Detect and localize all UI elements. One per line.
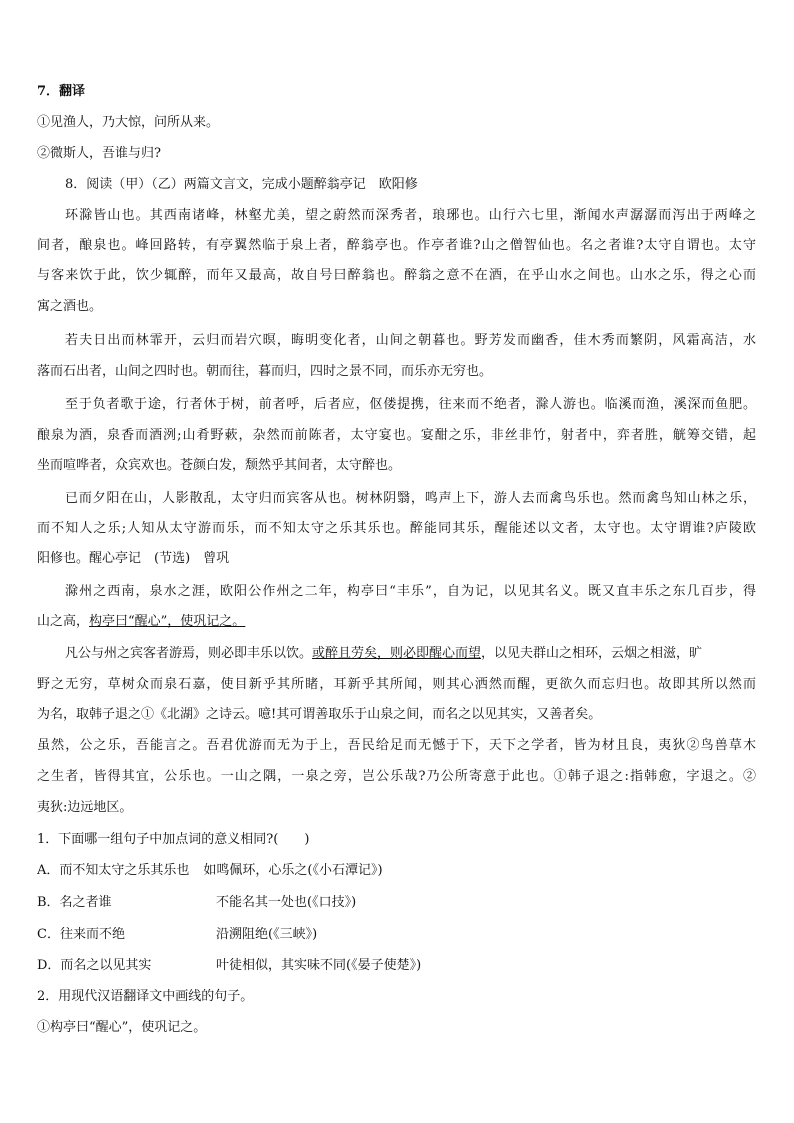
option-b-right: 不能名其一处也(《口技》)	[216, 895, 357, 910]
underlined-sentence-2: 或醉且劳矣，则必即醒心而望	[312, 646, 482, 661]
passage-jia-line: 落而石出者，山间之四时也。朝而往，暮而归，四时之景不同，而乐亦无穷也。	[37, 364, 493, 379]
passage-yi-line: 虽然，公之乐，吾能言之。吾君优游而无为于上，吾民给足而无憾于下，天下之学者，皆为材且良，夷狄②鸟兽草木	[37, 738, 756, 753]
passage-jia-line: 至于负者歌于途，行者休于树，前者呼，后者应，伛偻提携，往来而不绝者，滁人游也。临溪而渔，溪深而鱼肥。	[65, 397, 756, 412]
passage-jia-line: 酿泉为酒，泉香而酒洌;山肴野蔌，杂然而前陈者，太守宴也。宴酣之乐，非丝非竹，射者中，弈者胜，觥筹交错，起	[37, 428, 756, 443]
passage-jia-line: 寓之酒也。	[37, 299, 103, 314]
option-b-left: B．名之者谁	[37, 895, 112, 910]
q8-intro: 8．阅读（甲）（乙）两篇文言文，完成小题醉翁亭记 欧阳修	[65, 177, 418, 192]
passage-jia-line: 阳修也。醒心亭记 (节选) 曾巩	[37, 551, 230, 566]
question-1-option-b	[37, 894, 756, 912]
passage-jia-line: 已而夕阳在山，人影散乱，太守归而宾客从也。树林阴翳，鸣声上下，游人去而禽鸟乐也。然而禽鸟知山林之乐，	[65, 491, 756, 506]
q7-item-2: ②微斯人，吾谁与归?	[37, 146, 161, 161]
question-1-option-d	[37, 957, 756, 975]
option-d-right: 叶徒相似，其实味不同(《晏子使楚》)	[216, 958, 422, 973]
passage-yi-line: 滁州之西南，泉水之涯，欧阳公作州之二年，构亭曰“丰乐”，自为记，以见其名义。既又直丰乐之东几百步，得	[65, 584, 756, 599]
q7-item-1: ①见渔人，乃大惊，问所从来。	[37, 115, 220, 130]
option-c-left: C．往来而不绝	[37, 927, 125, 942]
option-c-right: 沿溯阻绝(《三峡》)	[216, 927, 318, 942]
passage-jia-line: 坐而喧哗者，众宾欢也。苍颜白发，颓然乎其间者，太守醉也。	[37, 458, 402, 473]
question-1-stem: 1．下面哪一组句子中加点词的意义相同?( )	[37, 832, 310, 847]
passage-yi-text: 山之高，	[37, 614, 90, 629]
passage-jia-line: 与客来饮于此，饮少辄醉，而年又最高，故自号曰醉翁也。醉翁之意不在酒，在乎山水之间也。山水之乐，得之心而	[37, 268, 756, 283]
option-d-left: D．而名之以见其实	[37, 958, 152, 973]
passage-yi-line: 为名，取韩子退之①《北湖》之诗云。噫!其可谓善取乐于山泉之间，而名之以见其实，又善者矣。	[37, 707, 602, 722]
passage-yi-line: 之生者，皆得其宜，公乐也。一山之隅，一泉之旁，岂公乐哉?乃公所寄意于此也。①韩子退之:指韩愈，字退之。②	[37, 769, 756, 784]
passage-jia-line: 若夫日出而林霏开，云归而岩穴暝，晦明变化者，山间之朝暮也。野芳发而幽香，佳木秀而繁阴，风霜高洁，水	[65, 333, 756, 348]
question-2-item-1: ①构亭曰“醒心”，使巩记之。	[37, 1020, 207, 1035]
passage-yi-text: ，以见夫群山之相环，云烟之相滋，旷	[481, 646, 703, 661]
passage-jia-line: 间者，酿泉也。峰回路转，有亭翼然临于泉上者，醉翁亭也。作亭者谁?山之僧智仙也。名之者谁?太守自谓也。太守	[37, 238, 756, 253]
passage-yi-text: 凡公与州之宾客者游焉，则必即丰乐以饮。	[65, 646, 313, 661]
underlined-sentence-1: 构亭曰“醒心”，使巩记之。	[89, 614, 246, 629]
passage-yi-line: 野之无穷，草树众而泉石嘉，使目新乎其所睹，耳新乎其所闻，则其心洒然而醒，更欲久而忘归也。故即其所以然而	[37, 677, 756, 692]
question-2-stem: 2．用现代汉语翻译文中画线的句子。	[37, 989, 254, 1004]
option-a-right: 如鸣佩环，心乐之(《小石潭记》)	[203, 863, 383, 878]
passage-jia-line: 而不知人之乐;人知从太守游而乐，而不知太守之乐其乐也。醉能同其乐，醒能述以文者，太守也。太守谓谁?庐陵欧	[37, 521, 756, 536]
q7-title: 7．翻译	[37, 84, 86, 99]
passage-yi-line	[37, 613, 756, 631]
question-1-option-a	[37, 862, 756, 880]
passage-yi-line	[65, 645, 756, 663]
passage-yi-line: 夷狄:边远地区。	[37, 800, 133, 815]
question-1-option-c	[37, 926, 756, 944]
option-a-left: A．而不知太守之乐其乐也	[37, 863, 190, 878]
passage-jia-line: 环滁皆山也。其西南诸峰，林壑尤美，望之蔚然而深秀者，琅琊也。山行六七里，渐闻水声潺潺而泻出于两峰之	[65, 208, 756, 223]
